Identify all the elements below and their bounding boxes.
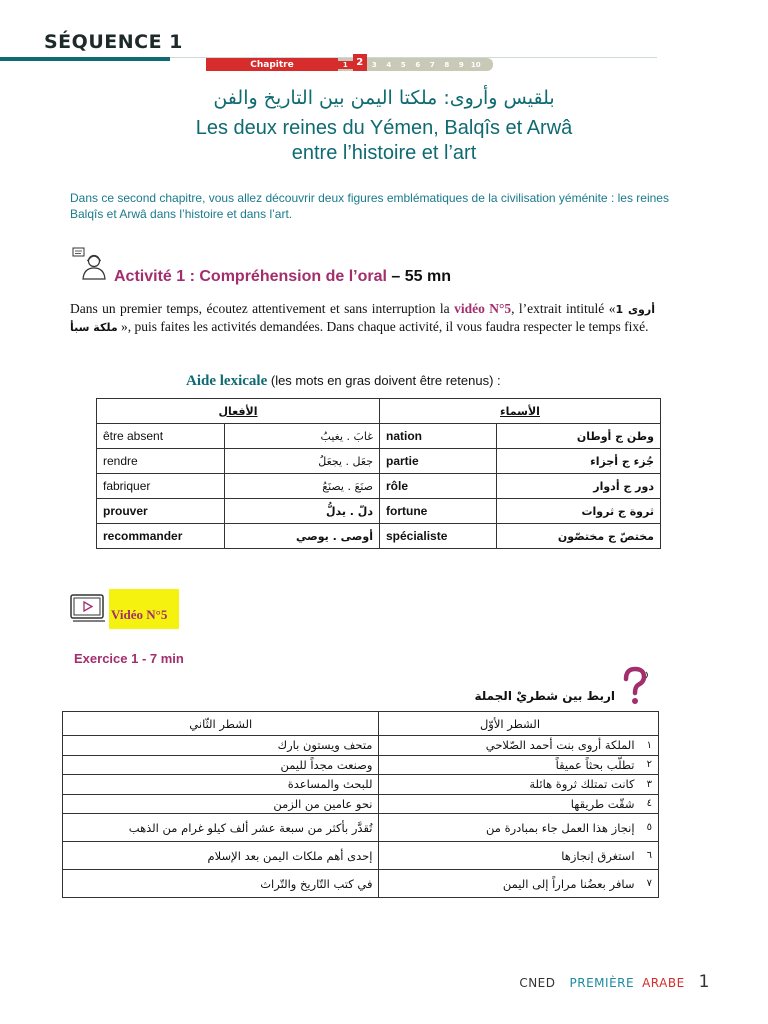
question-mark-icon <box>621 666 653 706</box>
ar-verb: جعَل . يجعَلُ <box>225 449 380 474</box>
first-half: شقّت طريقها <box>379 794 641 814</box>
video-reference[interactable]: vidéo N°5 <box>454 301 512 316</box>
sequence-underline <box>0 57 170 61</box>
arabic-excerpt-title: 1 أروى ملكة سبأ <box>70 303 655 334</box>
aide-label: Aide lexicale <box>186 373 268 389</box>
row-number: ٣ <box>641 775 659 795</box>
aide-lexicale-heading <box>186 373 501 390</box>
listening-student-icon <box>72 246 108 280</box>
instructions-text: , l’extrait intitulé « <box>511 301 616 316</box>
fr-verb: rendre <box>97 449 225 474</box>
page-footer <box>519 972 710 992</box>
chapter-number: 3 <box>371 60 377 69</box>
verbs-header: الأفعال <box>97 399 380 424</box>
activity-duration: – 55 mn <box>391 268 451 285</box>
row-number: ٤ <box>641 794 659 814</box>
row-number: ١ <box>641 736 659 756</box>
second-half: وصنعت مجداً لليمن <box>63 755 379 775</box>
chapter-label: Chapitre <box>206 58 338 71</box>
first-half: إنجاز هذا العمل جاء بمبادرة من <box>379 814 641 842</box>
lexicon-row <box>97 424 661 449</box>
activity-title <box>114 268 451 286</box>
fr-noun: partie <box>380 449 497 474</box>
chapter-number: 8 <box>444 60 450 69</box>
chapter-navigation <box>206 58 493 71</box>
lexicon-row <box>97 449 661 474</box>
lexicon-row <box>97 474 661 499</box>
row-number: ٢ <box>641 755 659 775</box>
matching-row <box>63 755 659 775</box>
second-half: متحف ويستون بارك <box>63 736 379 756</box>
arabic-title: بلقيس وأروى: ملكتا اليمن بين التاريخ والفن <box>213 87 555 109</box>
video-play-icon[interactable] <box>70 594 106 622</box>
fr-noun: nation <box>380 424 497 449</box>
first-half: استغرق إنجازها <box>379 842 641 870</box>
ar-verb: غابَ . يغيبُ <box>225 424 380 449</box>
chapter-number: 10 <box>470 60 481 69</box>
ar-noun: مختصّ ج مختصّون <box>497 524 661 549</box>
activity-instructions <box>70 300 655 336</box>
chapter-number: 9 <box>458 60 464 69</box>
second-half-header: الشطر الثّاني <box>63 712 379 736</box>
footer-level: PREMIÈRE <box>569 976 635 990</box>
second-half: تُقدَّر بأكثر من سبعة عشر ألف كيلو غرام من الذهب <box>63 814 379 842</box>
fr-verb: prouver <box>97 499 225 524</box>
matching-table <box>62 711 659 898</box>
empty-cell <box>641 712 659 736</box>
fr-noun: spécialiste <box>380 524 497 549</box>
lexicon-header-row <box>97 399 661 424</box>
second-half: للبحث والمساعدة <box>63 775 379 795</box>
lexicon-row <box>97 499 661 524</box>
sequence-title: SÉQUENCE 1 <box>44 31 183 53</box>
lexicon-table <box>96 398 661 549</box>
exercise-instruction: اربط بين شطريْ الجملة <box>474 689 615 703</box>
matching-row <box>63 775 659 795</box>
first-half: كانت تمتلك ثروة هائلة <box>379 775 641 795</box>
fr-noun: rôle <box>380 474 497 499</box>
chapter-number: 6 <box>415 60 421 69</box>
chapter-number: 7 <box>429 60 435 69</box>
matching-row <box>63 870 659 898</box>
page-number: 1 <box>698 972 710 992</box>
ar-noun: ثروة ج ثروات <box>497 499 661 524</box>
first-half-header: الشطر الأوّل <box>379 712 641 736</box>
nouns-header: الأسماء <box>380 399 661 424</box>
aide-note: (les mots en gras doivent être retenus) : <box>270 373 501 388</box>
ar-verb: صنَعَ . يصنَعُ <box>225 474 380 499</box>
second-half: إحدى أهم ملكات اليمن بعد الإسلام <box>63 842 379 870</box>
matching-row <box>63 814 659 842</box>
fr-verb: fabriquer <box>97 474 225 499</box>
second-half: نحو عامين من الزمن <box>63 794 379 814</box>
row-number: ٧ <box>641 870 659 898</box>
chapter-number-list <box>338 58 493 71</box>
row-number: ٦ <box>641 842 659 870</box>
activity-title-text: Activité 1 : Compréhension de l’oral <box>114 268 387 285</box>
first-half: سافر بعضُنا مراراً إلى اليمن <box>379 870 641 898</box>
french-title <box>0 116 768 166</box>
second-half: في كتب التّاريخ والتّراث <box>63 870 379 898</box>
matching-row <box>63 794 659 814</box>
ar-noun: دور ج أدوار <box>497 474 661 499</box>
instructions-text: Dans un premier temps, écoutez attentivement et sans interruption la <box>70 301 450 316</box>
fr-verb: recommander <box>97 524 225 549</box>
chapter-intro: Dans ce second chapitre, vous allez découvrir deux figures emblématiques de la civilisation yéménite : les reines Balqîs et Arwâ dans l’histoire et dans l’art. <box>70 191 669 221</box>
chapter-number: 5 <box>400 60 406 69</box>
ar-verb: أوصى . يوصي <box>225 524 380 549</box>
ar-noun: جُزء ج أجزاء <box>497 449 661 474</box>
footer-publisher: CNED <box>519 976 556 990</box>
ar-verb: دلّ . يدلُّ <box>225 499 380 524</box>
row-number: ٥ <box>641 814 659 842</box>
first-half: تطلّب بحثاً عميقاً <box>379 755 641 775</box>
ar-noun: وطن ج أوطان <box>497 424 661 449</box>
french-title-line-2: entre l’histoire et l’art <box>291 142 477 164</box>
chapter-number: 1 <box>338 61 353 69</box>
fr-verb: être absent <box>97 424 225 449</box>
matching-row <box>63 842 659 870</box>
exercise-title: Exercice 1 - 7 min <box>74 651 184 666</box>
fr-noun: fortune <box>380 499 497 524</box>
lexicon-row <box>97 524 661 549</box>
video-label[interactable]: Vidéo N°5 <box>109 589 179 629</box>
chapter-number: 4 <box>386 60 392 69</box>
first-half: الملكة أروى بنت أحمد الصّلاحي <box>379 736 641 756</box>
chapter-number-active: 2 <box>353 54 368 71</box>
matching-row <box>63 736 659 756</box>
footer-subject: ARABE <box>642 976 685 990</box>
instructions-text: », puis faites les activités demandées. Dans chaque activité, il vous faudra respecter le temps fixé. <box>121 319 649 334</box>
french-title-line-1: Les deux reines du Yémen, Balqîs et Arwâ <box>195 117 573 139</box>
matching-header-row <box>63 712 659 736</box>
